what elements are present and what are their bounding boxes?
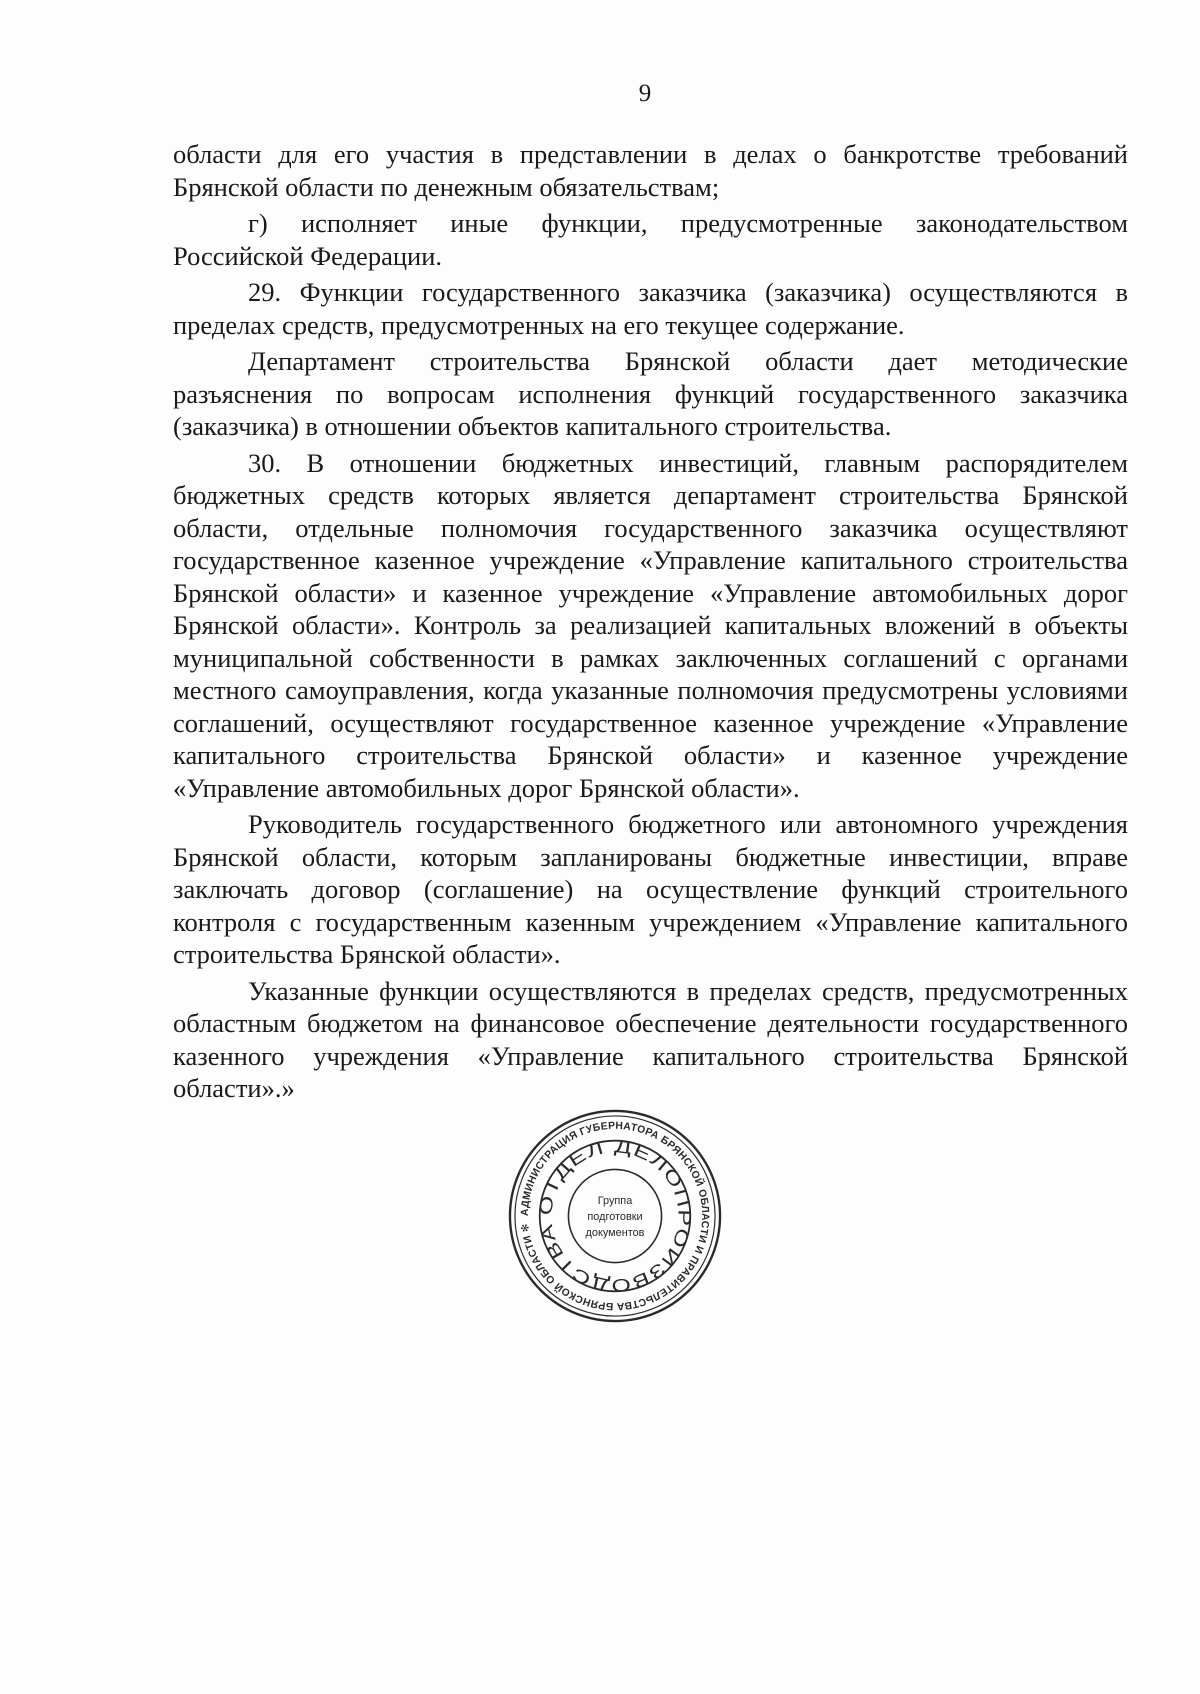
seal-center-line: подготовки xyxy=(587,1210,643,1223)
paragraph: Департамент строительства Брянской области дает методические разъяснения по вопросам исполнения функций государственного заказчика (заказчика) в отношении объектов капитального строительства. xyxy=(173,346,1128,441)
paragraph: 29. Функции государственного заказчика (заказчика) осуществляются в пределах средств, предусмотренных на его текущее содержание. xyxy=(173,277,1128,340)
seal-graphic xyxy=(506,1107,724,1325)
seal-outer-ring-text: АДМИНИСТРАЦИЯ ГУБЕРНАТОРА БРЯНСКОЙ ОБЛАСТИ И ПРАВИТЕЛЬСТВА БРЯНСКОЙ ОБЛАСТИ ✻ xyxy=(519,1120,711,1312)
document-body xyxy=(173,138,1128,1109)
seal-center-line: Группа xyxy=(597,1195,633,1208)
official-seal-stamp xyxy=(506,1107,724,1325)
paragraph: области для его участия в представлении в делах о банкротстве требований Брянской области по денежным обязательствам; xyxy=(173,139,1128,202)
page-number: 9 xyxy=(638,80,652,107)
paragraph: г) исполняет иные функции, предусмотренные законодательством Российской Федерации. xyxy=(173,208,1128,271)
paragraph: 30. В отношении бюджетных инвестиций, главным распорядителем бюджетных средств которых является департамент строительства Брянской области, отдельные полномочия государственного заказчика осуществляют государственное казенное учреждение «Управление капитального строительства Брянской области» и казенное учреждение «Управление автомобильных дорог Брянской области». Контроль за реализацией капитальных вложений в объекты муниципальной собственности в рамках заключенных соглашений с органами местного самоуправления, когда указанные полномочия предусмотрены условиями соглашений, осуществляют государственное казенное учреждение «Управление капитального строительства Брянской области» и казенное учреждение «Управление автомобильных дорог Брянской области». xyxy=(173,447,1128,803)
paragraph: Руководитель государственного бюджетного или автономного учреждения Брянской области, которым запланированы бюджетные инвестиции, вправе заключать договор (соглашение) на осуществление функций строительного контроля с государственным казенным учреждением «Управление капитального строительства Брянской области». xyxy=(173,809,1128,969)
seal-inner-ring-text: ОТДЕЛ ДЕЛОПРОИЗВОДСТВА xyxy=(534,1136,695,1296)
paragraph: Указанные функции осуществляются в пределах средств, предусмотренных областным бюджетом на финансовое обеспечение деятельности государственного казенного учреждения «Управление капитального строительства Брянской области».» xyxy=(173,975,1128,1103)
seal-center-line: документов xyxy=(585,1226,645,1239)
